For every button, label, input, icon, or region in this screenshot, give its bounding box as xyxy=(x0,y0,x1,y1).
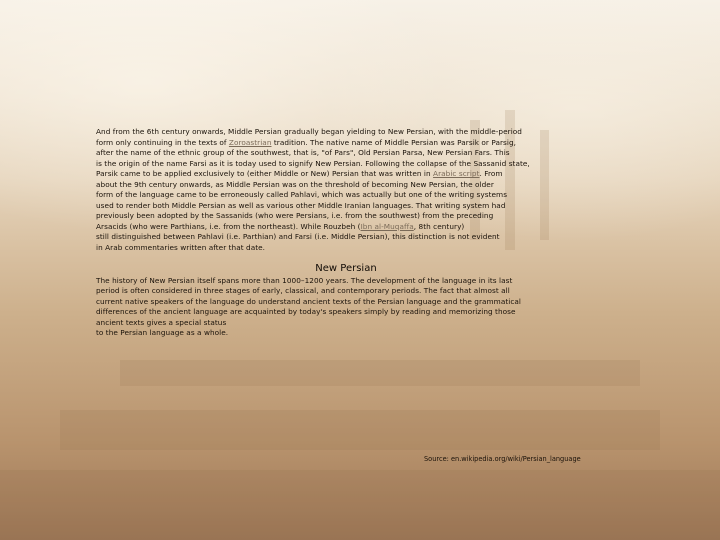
paragraph-text: tradition. The native name of Middle Persian was Parsik or Parsig, after the name of the ethnic group of the southwest, that is, "of Pars", Old Persian Parsa, New Persian Fars. This is the origin of the name Farsi as it is today used to signify New Persian. Following the collapse of the Sassanid state, Parsik came to be applied exclusively to (either Middle or New) Persian that was written in xyxy=(96,137,530,179)
paragraph-text: And from the 6th century onwards, Middle Persian gradually began yielding to New Persian, with the middle-period form only continuing in the texts of xyxy=(96,127,522,147)
source-citation: Source: en.wikipedia.org/wiki/Persian_language xyxy=(424,455,581,463)
section-heading: New Persian xyxy=(315,262,377,274)
background-terrace xyxy=(0,470,720,540)
link-ibn-al-muqaffa[interactable]: Ibn al-Muqaffa xyxy=(360,221,414,231)
paragraph-middle-persian xyxy=(96,127,616,254)
paragraph-new-persian: The history of New Persian itself spans more than 1000–1200 years. The development of the language in its last period is often considered in three stages of early, classical, and contemporary periods. The fact that almost all current native speakers of the language do understand ancient texts of the Persian language and the grammatical differences of the ancient language are acquainted by today's speakers simply by reading and memorizing those ancient texts gives a special status to the Persian language as a whole. xyxy=(96,275,522,338)
background-wall xyxy=(120,360,640,386)
background-wall xyxy=(60,410,660,450)
paragraph-text: , 8th century) still distinguished between Pahlavi (i.e. Parthian) and Farsi (i.e. Middle Persian), this distinction is not evident in Arab commentaries written after that date. xyxy=(96,221,500,253)
link-zoroastrian[interactable]: Zoroastrian xyxy=(228,137,272,147)
link-arabic-script[interactable]: Arabic script xyxy=(433,169,480,179)
article-body xyxy=(96,127,616,339)
paragraph-text: . From about the 9th century onwards, as Middle Persian was on the threshold of becoming New Persian, the older form of the language came to be erroneously called Pahlavi, which was actually but one of the writing systems used to render both Middle Persian as well as various other Middle Iranian languages. That writing system had previously been adopted by the Sassanids (who were Persians, i.e. from the southwest) from the preceding Arsacids (who were Parthians, i.e. from the northeast). While Rouzbeh ( xyxy=(96,169,508,231)
